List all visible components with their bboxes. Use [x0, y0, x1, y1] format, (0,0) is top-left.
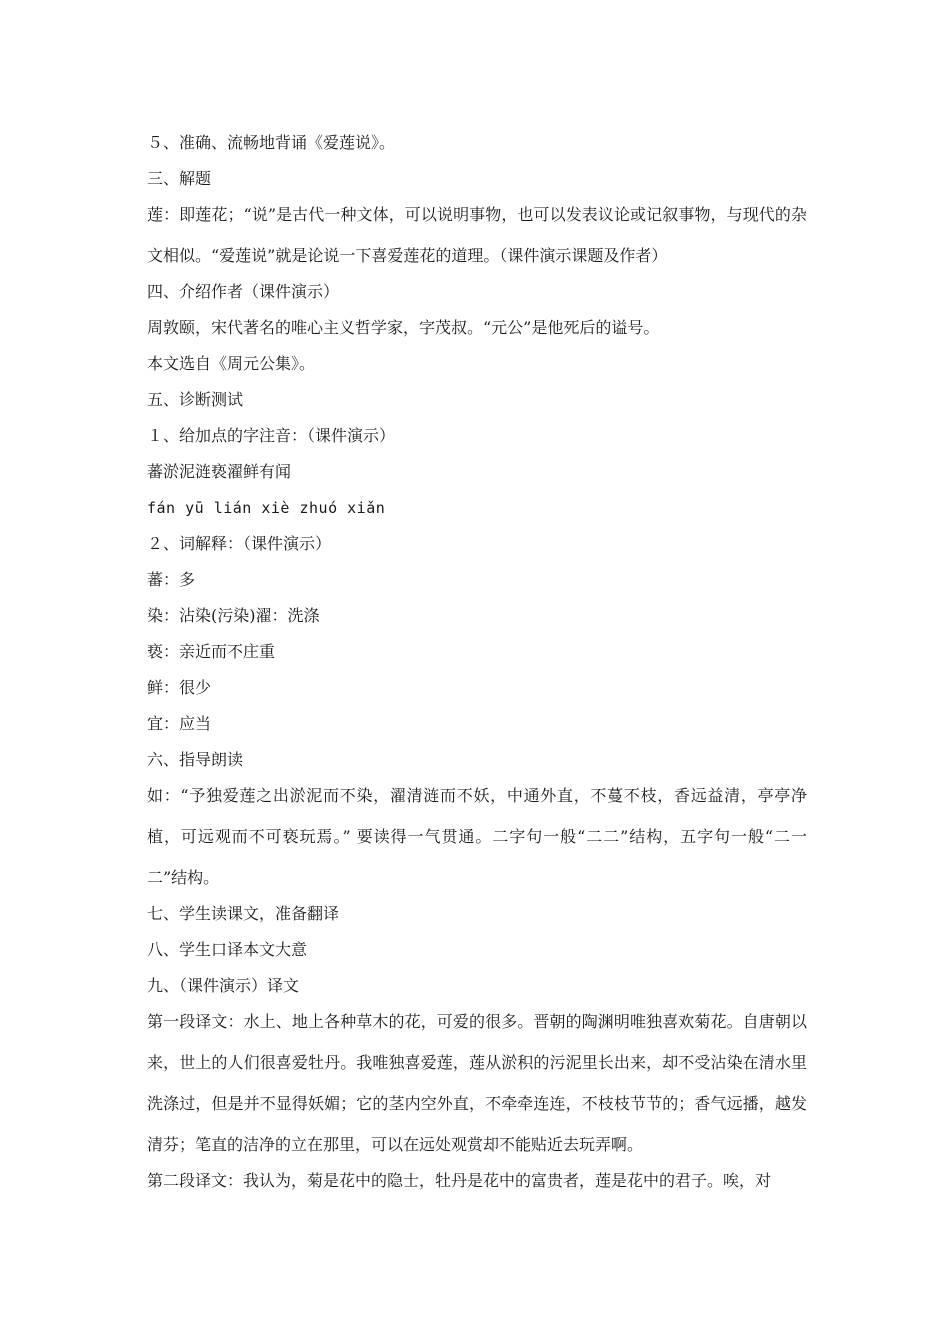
source-text: 本文选自《周元公集》。: [147, 354, 316, 373]
section-heading-6: 六、指导朗读: [147, 750, 244, 769]
test-item-2: ２、词解释：（课件演示）: [147, 534, 332, 553]
vocab-xie: 亵：亲近而不庄重: [147, 642, 276, 661]
section-heading-3: 三、解题: [147, 169, 212, 188]
reading-guidance-paragraph: 如：“予独爱莲之出淤泥而不染，濯清涟而不妖，中通外直，不蔓不枝，香远益清，亭亭净植，可远观而不可亵玩焉。” 要读得一气贯通。二字句一般“二二”结构，五字句一般“二一二”结构。: [147, 786, 807, 887]
section-heading-7: 七、学生读课文，准备翻译: [147, 904, 340, 923]
vocab-xian: 鲜：很少: [147, 678, 212, 697]
title-explanation-paragraph: 莲：即莲花；“说”是古代一种文体，可以说明事物，也可以发表议论或记叙事物，与现代的杂文相似。“爱莲说”就是论说一下喜爱莲花的道理。（课件演示课题及作者）: [147, 205, 807, 265]
section-heading-8: 八、学生口译本文大意: [147, 940, 308, 959]
section-heading-5: 五、诊断测试: [147, 390, 244, 409]
translation-paragraph-2: 第二段译文：我认为，菊是花中的隐士，牡丹是花中的富贵者，莲是花中的君子。唉，对: [147, 1171, 772, 1190]
vocab-yi: 宜：应当: [147, 714, 212, 733]
section-heading-9: 九、（课件演示）译文: [147, 976, 300, 995]
test-item-1: １、给加点的字注音：（课件演示）: [147, 426, 396, 445]
test-characters: 蕃淤泥涟亵濯鲜有闻: [147, 462, 292, 481]
document-body: [147, 125, 807, 1199]
vocab-ran-zhuo: 染：沾染(污染)濯：洗涤: [147, 606, 320, 625]
author-intro-text: 周敦颐，宋代著名的唯心主义哲学家，字茂叔。“元公”是他死后的谥号。: [147, 318, 660, 337]
translation-paragraph-1: 第一段译文：水上、地上各种草木的花，可爱的很多。晋朝的陶渊明唯独喜欢菊花。自唐朝以来，世上的人们很喜爱牡丹。我唯独喜爱莲，莲从淤积的污泥里长出来，却不受沾染在清水里洗涤过，但是并不显得妖媚；它的茎内空外直，不牵牵连连，不枝枝节节的；香气远播，越发清芬；笔直的洁净的立在那里，可以在远处观赏却不能贴近去玩弄啊。: [147, 1012, 807, 1154]
vocab-fan: 蕃：多: [147, 570, 196, 589]
test-pinyin: fán yū lián xiè zhuó xiǎn: [147, 499, 386, 517]
objective-item-5: ５、准确、流畅地背诵《爱莲说》。: [147, 133, 396, 152]
section-heading-4: 四、介绍作者（课件演示）: [147, 282, 340, 301]
